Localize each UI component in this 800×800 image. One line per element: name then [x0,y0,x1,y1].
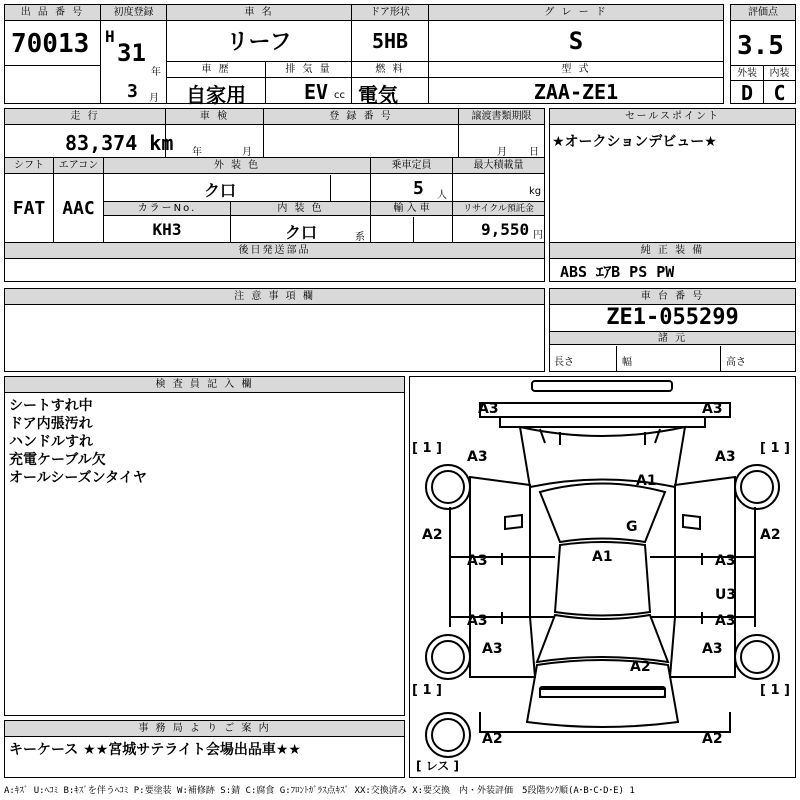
history-label: 車 歴 [167,62,265,78]
grade-box [428,4,724,62]
office-label: 事 務 局 よ り ご 案 内 [5,721,404,737]
lot-label: 出 品 番 号 [5,5,100,21]
first-reg-month-unit: 月 [149,93,159,104]
damage-mark: A3 [702,401,723,417]
car-name-label: 車 名 [167,5,351,21]
recycle-label: リサイクル預託金 [453,202,544,216]
wheel-bracket-fr: [ 1 ] [760,441,790,456]
inspector-line: シートすれ中 [9,398,93,414]
shift-box [4,157,54,243]
inspector-line: ドア内張汚れ [9,416,93,432]
grade: S [568,27,584,55]
ext-score-label: 外装 [731,65,763,81]
aircon-box [53,157,104,243]
transfer-label: 譲渡書類期限 [459,109,544,125]
sales-point-label: セールスポイント [550,109,795,125]
inspection-label: 車 検 [166,109,263,125]
ext-color-box [103,157,371,202]
damage-mark: A3 [467,553,488,569]
sales-point-box [549,108,796,243]
recycle: 9,550 [481,220,530,239]
fuel: 電気 [358,83,398,107]
notes-label: 注 意 事 項 欄 [5,289,544,305]
inspection-box [165,108,264,158]
damage-mark: A3 [702,641,723,657]
aircon-label: エアコン [54,158,103,174]
max-load-label: 最大積載量 [453,158,544,174]
mileage: 83,374 km [65,131,174,155]
int-color-label: 内 装 色 [231,202,370,216]
first-reg-month: 3 [127,81,138,102]
score-label: 評価点 [731,5,795,21]
transfer-day: 日 [529,147,539,158]
damage-mark: A2 [702,731,723,747]
shift-label: シフト [5,158,53,174]
office-info: キーケース ★★宮城サテライト会場出品車★★ [9,742,301,758]
capacity-unit: 人 [437,190,447,201]
damage-mark: A3 [467,449,488,465]
int-color-box [230,201,371,243]
first-reg-box [100,4,167,104]
model-box [428,61,724,104]
displacement-box [265,61,352,104]
color-no: KH3 [152,220,182,239]
capacity-box [370,157,453,202]
office-box [4,720,405,778]
history: 自家用 [186,83,246,107]
ext-color-label: 外 装 色 [104,158,370,174]
door-box [351,4,429,62]
int-score: C [763,81,795,103]
inspector-line: ハンドルすれ [9,434,93,450]
length-label: 長さ [554,357,574,368]
inspector-box [4,376,405,716]
damage-mark: U3 [715,587,737,603]
ext-score: D [740,81,754,105]
transfer-box [458,108,545,158]
max-load-box [452,157,545,202]
score-box [730,4,796,104]
chassis-label: 車 台 番 号 [550,289,795,305]
displacement-label: 排 気 量 [266,62,351,78]
inspection-year: 年 [192,147,202,158]
inspector-label: 検 査 員 記 入 欄 [5,377,404,393]
color-no-box [103,201,231,243]
inspector-line: 充電ケーブル欠 [9,452,106,468]
recycle-box [452,201,545,243]
damage-mark: A2 [630,659,651,675]
legend: A:ｷｽﾞ U:ﾍｺﾐ B:ｷｽﾞを伴うﾍｺﾐ P:要塗装 W:補修跡 S:錆 C:腐食 G:ﾌﾛﾝﾄｶﾞﾗｽ点ｷｽﾞ XX:交換済み X:要交換 内・外装評価 5段階ﾗﾝｸ順(A･B･C･D･E) 1 [4,786,635,796]
chassis-box [549,288,796,372]
damage-mark: A2 [422,527,443,543]
equipment-label: 純 正 装 備 [550,243,795,259]
car-outline [410,377,795,777]
damage-mark: G [626,519,638,535]
damage-mark: A3 [715,613,736,629]
height-label: 高さ [726,357,746,368]
import-label: 輸 入 車 [371,202,452,216]
aircon: AAC [62,198,95,219]
reg-no-box [263,108,459,158]
mileage-label: 走 行 [5,109,165,125]
int-color-unit: 系 [355,232,365,243]
capacity-label: 乗車定員 [371,158,452,174]
mileage-box [4,108,174,158]
equipment-box [549,242,796,282]
first-reg-year: 31 [117,39,146,67]
equipment: ABS ｴｱB PS PW [560,263,675,281]
car-name: リーフ [226,30,292,55]
damage-mark: A3 [478,401,499,417]
lot-box [4,4,101,104]
damage-mark: A1 [592,549,613,565]
wheel-bracket-fl: [ 1 ] [412,441,442,456]
notes-box [4,288,545,372]
later-parts-box [4,242,545,282]
wheel-bracket-rl: [ 1 ] [412,683,442,698]
import-box [370,201,453,243]
damage-mark: A3 [715,449,736,465]
width-label: 幅 [622,357,632,368]
ext-color: ク口 [204,181,237,200]
damage-mark: A3 [715,553,736,569]
damage-mark: A3 [482,641,503,657]
door-label: ドア形状 [352,5,428,21]
int-score-label: 内装 [763,65,795,81]
reg-no-label: 登 録 番 号 [264,109,458,125]
door-type: 5HB [371,29,409,53]
first-reg-label: 初度登録 [101,5,166,21]
damage-mark: A1 [636,473,657,489]
damage-mark: A3 [467,613,488,629]
car-diagram [409,376,796,778]
damage-mark: A2 [482,731,503,747]
transfer-month: 月 [497,147,507,158]
chassis-number: ZE1-055299 [606,305,739,330]
recycle-unit: 円 [533,230,543,241]
model-label: 型 式 [429,62,723,78]
car-name-box [166,4,352,62]
dims-label: 諸 元 [550,331,795,345]
color-no-label: カラーNo. [104,202,230,216]
fuel-box [351,61,429,107]
shift: FAT [12,198,46,219]
inspector-line: オールシーズンタイヤ [9,470,147,486]
sales-point: ★オークションデビュー★ [552,134,717,150]
spare-bracket: [ レス ] [416,759,459,773]
grade-label: グ レ ー ド [429,5,723,21]
fuel-label: 燃 料 [352,62,428,78]
inspection-month: 月 [242,147,252,158]
first-reg-year-unit: 年 [151,67,161,78]
score-value: 3.5 [737,31,784,61]
model: ZAA-ZE1 [533,80,619,104]
later-parts-label: 後日発送部品 [5,243,544,259]
displacement-unit: cc [334,90,345,101]
wheel-bracket-rr: [ 1 ] [760,683,790,698]
int-color: ク口 [285,223,318,242]
first-reg-era: H [105,27,115,46]
capacity: 5 [413,178,424,199]
lot-number: 70013 [11,29,90,59]
damage-mark: A2 [760,527,781,543]
displacement: EV [304,80,329,104]
history-box [166,61,266,107]
max-load-unit: kg [529,186,542,197]
